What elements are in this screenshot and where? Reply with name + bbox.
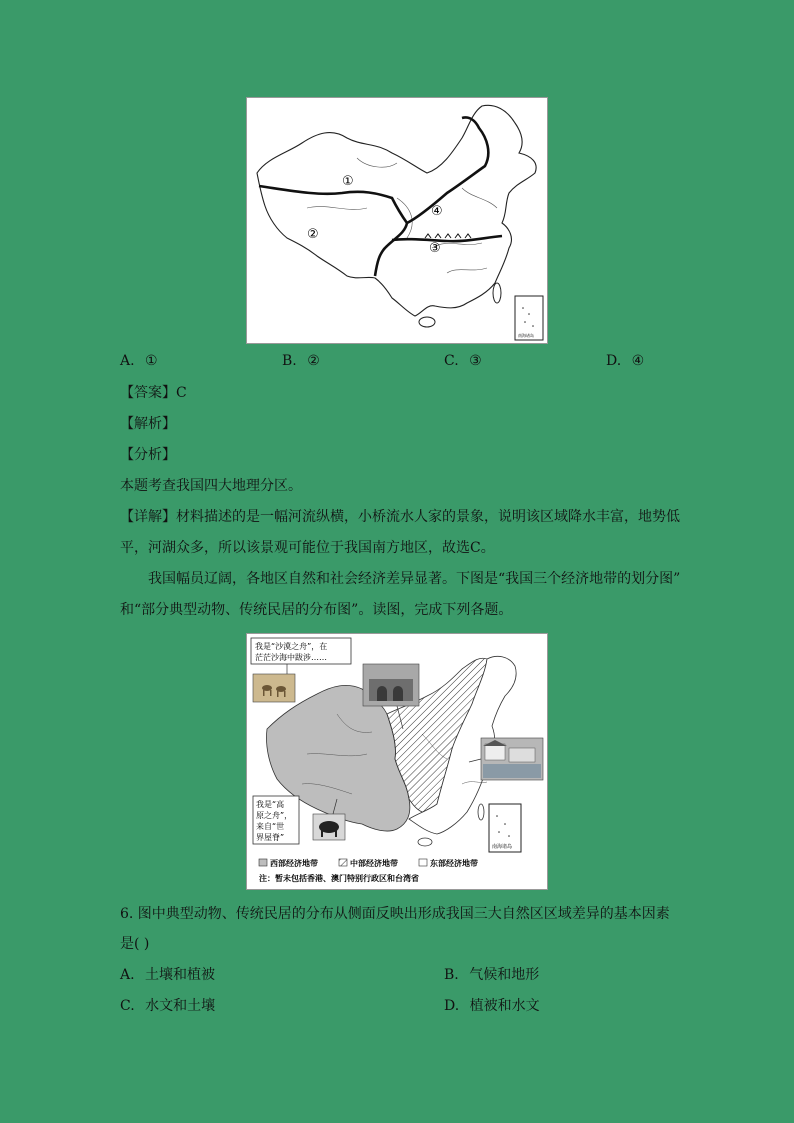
q5-detail-line1: 【详解】材料描述的是一幅河流纵横，小桥流水人家的景象，说明该区域降水丰富，地势低 xyxy=(120,509,680,525)
camel-caption-line2: 茫茫沙海中跋涉…… xyxy=(255,653,327,662)
q5-option-c[interactable] xyxy=(444,351,482,371)
camel-caption-line1: 我是“沙漠之舟”，在 xyxy=(255,642,328,651)
yak-caption-line4: 界屋脊” xyxy=(256,833,285,842)
legend-central-label: 中部经济地带 xyxy=(350,859,398,868)
q5-option-b[interactable] xyxy=(282,351,320,371)
q6-option-c-text: 水文和土壤 xyxy=(145,998,216,1014)
q6-option-a-letter: A. xyxy=(120,967,135,983)
loess-house-icon xyxy=(369,679,413,701)
yak-caption-line1: 我是“高 xyxy=(256,800,285,809)
q6-option-c[interactable] xyxy=(120,996,215,1016)
q6-stem-line2: 是( ) xyxy=(120,936,150,952)
yak-caption-line2: 原之舟”， xyxy=(256,811,293,820)
q5-detail-line2: 平，河湖众多，所以该景观可能位于我国南方地区，故选C。 xyxy=(120,540,495,556)
taiwan-island xyxy=(493,283,501,303)
intro-line1: 我国幅员辽阔，各地区自然和社会经济差异显著。下图是“我国三个经济地带的划分图” xyxy=(148,571,681,587)
legend-west-label: 西部经济地带 xyxy=(270,859,318,868)
q5-option-d-letter: D. xyxy=(606,353,622,369)
q6-option-d-letter: D. xyxy=(444,998,460,1014)
q5-option-c-letter: C. xyxy=(444,353,459,369)
boundary-tibet xyxy=(375,223,407,276)
q5-fenxi-heading: 【分析】 xyxy=(120,447,176,463)
legend-east-label: 东部经济地带 xyxy=(430,859,478,868)
q5-option-a-text: ① xyxy=(145,353,158,369)
q5-option-c-text: ③ xyxy=(469,353,482,369)
q5-analysis-heading: 【解析】 xyxy=(120,416,176,432)
q5-option-b-text: ② xyxy=(307,353,320,369)
inset-label: 南海诸岛 xyxy=(492,844,513,850)
q6-option-a[interactable] xyxy=(120,965,215,985)
q5-option-b-letter: B. xyxy=(282,353,297,369)
legend-east-swatch xyxy=(419,859,427,866)
intro-line2: 和“部分典型动物、传统民居的分布图”。读图，完成下列各题。 xyxy=(120,602,513,618)
economic-zones-map xyxy=(246,633,548,890)
q5-option-d-text: ④ xyxy=(631,353,645,369)
q5-option-d[interactable] xyxy=(606,351,644,371)
map-note: 注：暂未包括香港、澳门特别行政区和台湾省 xyxy=(259,874,419,883)
yak-caption-line3: 来自“世 xyxy=(256,822,285,831)
q6-option-d-text: 植被和水文 xyxy=(469,998,540,1014)
q5-fenxi-text: 本题考查我国四大地理分区。 xyxy=(120,478,302,494)
q6-option-b[interactable] xyxy=(444,965,539,985)
boundary-qinling-huaihe xyxy=(392,236,502,241)
taiwan-island xyxy=(478,804,484,820)
region-label-2: ② xyxy=(307,227,319,242)
hainan-island xyxy=(419,317,435,327)
legend-west-swatch xyxy=(259,859,267,866)
four-regions-map xyxy=(246,97,548,344)
legend-central-swatch xyxy=(339,859,347,866)
q6-option-d[interactable] xyxy=(444,996,540,1016)
region-label-4: ④ xyxy=(431,204,443,219)
q6-option-a-text: 土壤和植被 xyxy=(145,967,216,983)
q6-option-b-letter: B. xyxy=(444,967,459,983)
camel-photo xyxy=(253,674,295,702)
q5-option-a[interactable] xyxy=(120,351,158,371)
region-label-1: ① xyxy=(342,174,354,189)
china-outline xyxy=(257,105,536,316)
hainan-island xyxy=(418,838,432,846)
inset-label: 南海诸岛 xyxy=(518,333,534,338)
economic-zones-map-svg xyxy=(247,634,547,889)
q6-option-c-letter: C. xyxy=(120,998,135,1014)
qinling-mountain-symbols xyxy=(425,234,471,238)
four-regions-map-svg xyxy=(247,98,547,343)
q6-option-b-text: 气候和地形 xyxy=(469,967,540,983)
region-label-3: ③ xyxy=(429,241,441,256)
q5-answer: 【答案】C xyxy=(120,385,187,401)
boundary-north-south xyxy=(259,117,488,223)
q5-option-a-letter: A. xyxy=(120,353,135,369)
q6-stem-line1: 6. 图中典型动物、传统民居的分布从侧面反映出形成我国三大自然区区域差异的基本因素 xyxy=(120,906,670,922)
